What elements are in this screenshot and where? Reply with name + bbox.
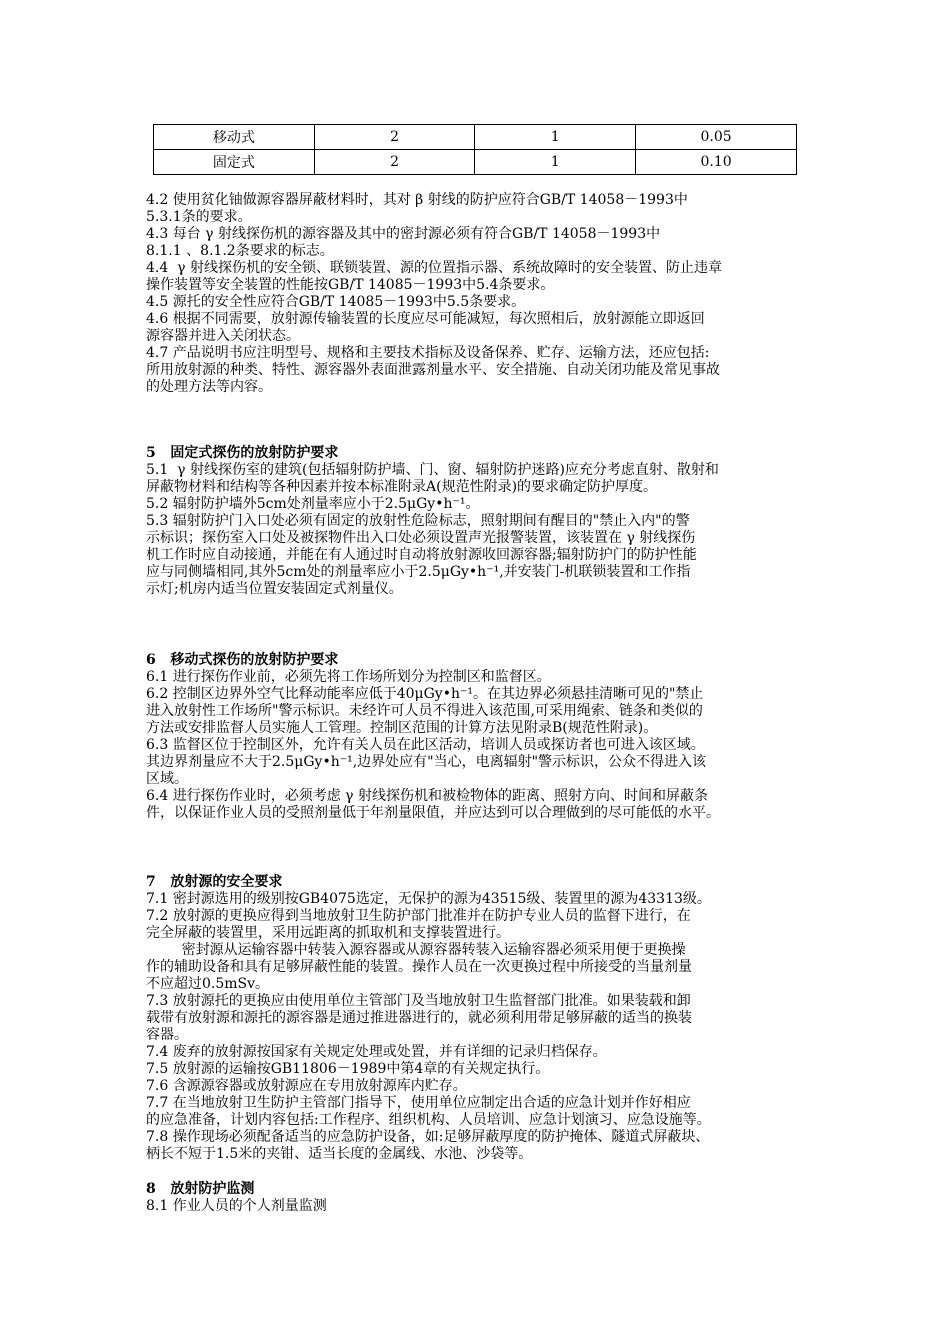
clause-line: 4.6 根据不同需要，放射源传输装置的长度应尽可能减短，每次照相后，放射源能立即返回 bbox=[146, 311, 705, 327]
table-row bbox=[154, 125, 797, 150]
clause-line: 4.3 每台 γ 射线探伤机的源容器及其中的密封源必须有符合GB/T 14058－1993中 bbox=[146, 226, 661, 242]
clause-line: 5.1 γ 射线探伤室的建筑(包括辐射防护墙、门、窗、辐射防护迷路)应充分考虑直射、散射和 bbox=[146, 462, 719, 478]
clause-line: 5.3.1条的要求。 bbox=[146, 209, 252, 225]
table-cell: 0.10 bbox=[636, 150, 797, 175]
clause-line: 8.1.1 、8.1.2条要求的标志。 bbox=[146, 243, 334, 259]
clause-line: 7.5 放射源的运输按GB11806－1989中第4章的有关规定执行。 bbox=[146, 1061, 550, 1077]
clause-line: 区域。 bbox=[146, 771, 188, 787]
clause-line: 4.5 源托的安全性应符合GB/T 14085－1993中5.5条要求。 bbox=[146, 294, 526, 310]
clause-line: 6.1 进行探伤作业前，必须先将工作场所划分为控制区和监督区。 bbox=[146, 669, 551, 685]
table-cell: 2 bbox=[314, 150, 475, 175]
clause-line: 不应超过0.5mSv。 bbox=[146, 976, 270, 992]
table-cell: 1 bbox=[475, 125, 636, 150]
clause-line: 7.1 密封源选用的级别按GB4075选定，无保护的源为43515级、装置里的源为43313级。 bbox=[146, 891, 711, 907]
clause-line: 密封源从运输容器中转装入源容器或从源容器转装入运输容器必须采用便于更换操 bbox=[146, 942, 686, 958]
clause-line: 示标识；探伤室入口处及被探物件出入口处必须设置声光报警装置，该装置在 γ 射线探伤 bbox=[146, 530, 696, 546]
clause-line: 7.7 在当地放射卫生防护主管部门指导下，使用单位应制定出合适的应急计划并作好相应 bbox=[146, 1095, 691, 1111]
section-heading: 7 放射源的安全要求 bbox=[146, 874, 283, 890]
clause-line: 示灯;机房内适当位置安装固定式剂量仪。 bbox=[146, 581, 403, 597]
clause-line: 5.3 辐射防护门入口处必须有固定的放射性危险标志，照射期间有醒目的"禁止入内"的警 bbox=[146, 513, 690, 529]
clause-line: 5.2 辐射防护墙外5cm处剂量率应小于2.5μGy•h⁻¹。 bbox=[146, 496, 480, 512]
clause-line: 应与同侧墙相同,其外5cm处的剂量率应小于2.5μGy•h⁻¹,并安装门-机联锁装置和工作指 bbox=[146, 564, 691, 580]
clause-line: 操作装置等安全装置的性能按GB/T 14085－1993中5.4条要求。 bbox=[146, 277, 555, 293]
clause-line: 屏蔽物材料和结构等各种因素并按本标准附录A(规范性附录)的要求确定防护厚度。 bbox=[146, 479, 658, 495]
clause-line: 方法或安排监督人员实施人工管理。控制区范围的计算方法见附录B(规范性附录)。 bbox=[146, 720, 658, 736]
clause-line: 源容器并进入关闭状态。 bbox=[146, 328, 300, 344]
section-heading: 6 移动式探伤的放射防护要求 bbox=[146, 652, 339, 668]
table-cell: 1 bbox=[475, 150, 636, 175]
clause-line: 4.2 使用贫化铀做源容器屏蔽材料时，其对 β 射线的防护应符合GB/T 14058－1993中 bbox=[146, 192, 688, 208]
clause-line: 的处理方法等内容。 bbox=[146, 379, 272, 395]
clause-line: 7.3 放射源托的更换应由使用单位主管部门及当地放射卫生监督部门批准。如果装载和卸 bbox=[146, 993, 691, 1009]
clause-line: 进入放射性工作场所"警示标识。未经许可人员不得进入该范围,可采用绳索、链条和类似的 bbox=[146, 703, 703, 719]
clause-line: 4.4 γ 射线探伤机的安全锁、联锁装置、源的位置指示器、系统故障时的安全装置、防止违章 bbox=[146, 260, 722, 276]
clause-line: 6.2 控制区边界外空气比释动能率应低于40μGy•h⁻¹。在其边界必须悬挂清晰可见的"禁止 bbox=[146, 686, 704, 702]
clause-line: 7.2 放射源的更换应得到当地放射卫生防护部门批准并在防护专业人员的监督下进行，在 bbox=[146, 908, 691, 924]
clause-line: 作的辅助设备和具有足够屏蔽性能的装置。操作人员在一次更换过程中所接受的当量剂量 bbox=[146, 959, 692, 975]
clause-line: 7.8 操作现场必须配备适当的应急防护设备，如:足够屏蔽厚度的防护掩体、隧道式屏蔽块、 bbox=[146, 1129, 710, 1145]
clause-line: 容器。 bbox=[146, 1027, 188, 1043]
clause-line: 6.4 进行探伤作业时，必须考虑 γ 射线探伤机和被检物体的距离、照射方向、时间和屏蔽条 bbox=[146, 788, 708, 804]
table-cell: 2 bbox=[314, 125, 475, 150]
table-cell: 0.05 bbox=[636, 125, 797, 150]
clause-line: 载带有放射源和源托的源容器是通过推进器进行的，就必须利用带足够屏蔽的适当的换装 bbox=[146, 1010, 692, 1026]
clause-line: 的应急准备，计划内容包括:工作程序、组织机构、人员培训、应急计划演习、应急设施等。 bbox=[146, 1112, 711, 1128]
clause-line: 完全屏蔽的装置里，采用远距离的抓取机和支撑装置进行。 bbox=[146, 925, 510, 941]
clause-line: 机工作时应自动接通，并能在有人通过时自动将放射源收回源容器;辐射防护门的防护性能 bbox=[146, 547, 697, 563]
section-heading: 8 放射防护监测 bbox=[146, 1181, 255, 1197]
clause-line: 8.1 作业人员的个人剂量监测 bbox=[146, 1198, 327, 1214]
clause-line: 6.3 监督区位于控制区外，允许有关人员在此区活动，培训人员或探访者也可进入该区域。 bbox=[146, 737, 705, 753]
table-row bbox=[154, 150, 797, 175]
clause-line: 7.6 含源源容器或放射源应在专用放射源库内贮存。 bbox=[146, 1078, 467, 1094]
clause-line: 所用放射源的种类、特性、源容器外表面泄露剂量水平、安全措施、自动关闭功能及常见事故 bbox=[146, 362, 720, 378]
clause-line: 柄长不短于1.5米的夹钳、适当长度的金属线、水池、沙袋等。 bbox=[146, 1146, 533, 1162]
dose-rate-table bbox=[153, 124, 797, 175]
table-cell: 固定式 bbox=[154, 150, 315, 175]
table-cell: 移动式 bbox=[154, 125, 315, 150]
clause-line: 件，以保证作业人员的受照剂量低于年剂量限值，并应达到可以合理做到的尽可能低的水平。 bbox=[146, 805, 720, 821]
clause-line: 4.7 产品说明书应注明型号、规格和主要技术指标及设备保养、贮存、运输方法，还应包括: bbox=[146, 345, 710, 361]
section-heading: 5 固定式探伤的放射防护要求 bbox=[146, 445, 339, 461]
clause-line: 其边界剂量应不大于2.5μGy•h⁻¹,边界处应有"当心，电离辐射"警示标识，公众不得进入该 bbox=[146, 754, 707, 770]
clause-line: 7.4 废弃的放射源按国家有关规定处理或处置，并有详细的记录归档保存。 bbox=[146, 1044, 607, 1060]
